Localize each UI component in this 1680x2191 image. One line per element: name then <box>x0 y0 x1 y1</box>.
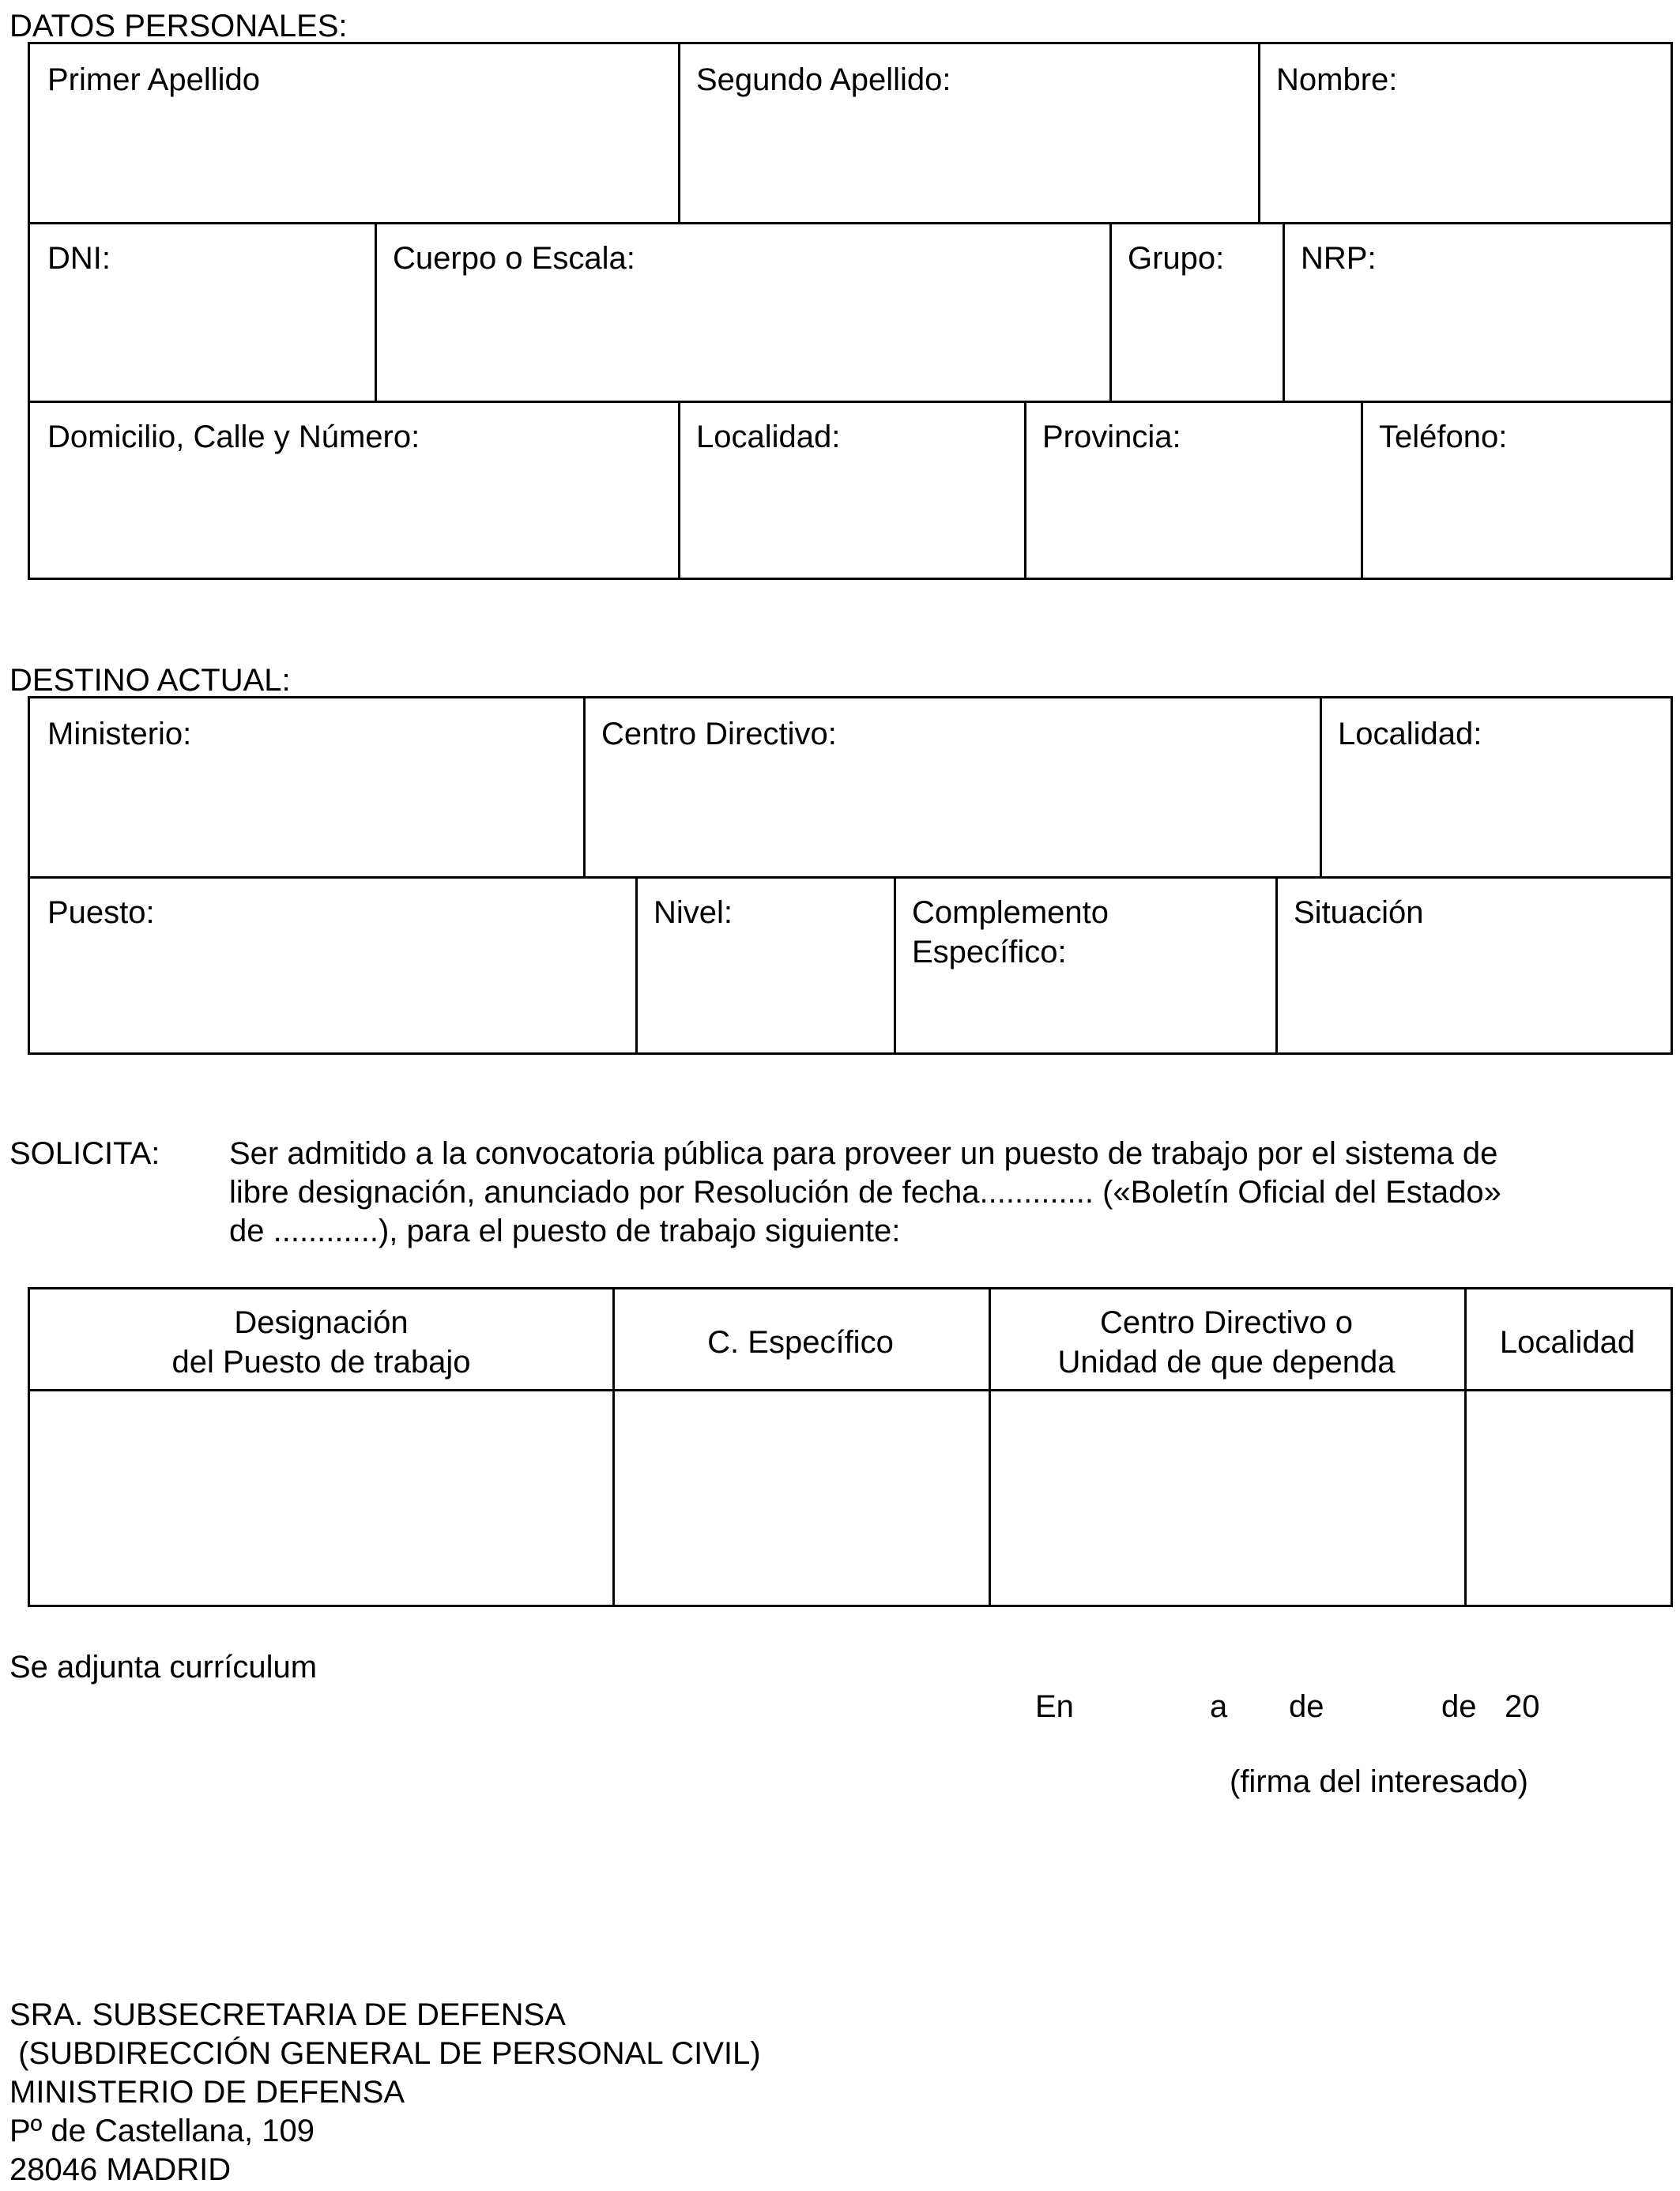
destinatario-line-1: SRA. SUBSECRETARIA DE DEFENSA <box>9 1997 566 2032</box>
complemento-line-1: Complemento <box>912 895 1109 930</box>
field-localidad-destino[interactable]: Localidad: <box>1338 717 1482 751</box>
col-divider <box>1258 44 1260 222</box>
destinatario-line-5: 28046 MADRID <box>9 2152 232 2187</box>
row-divider <box>30 401 1671 403</box>
destino-actual-heading: DESTINO ACTUAL: <box>9 663 291 698</box>
field-nivel[interactable]: Nivel: <box>654 895 733 930</box>
cell-c-especifico-input[interactable] <box>615 1391 989 1605</box>
solicita-line-2: libre designación, anunciado por Resolución de fecha............. («Boletín Oficial del Estado» <box>229 1175 1501 1210</box>
centro-line-2: Unidad de que dependa <box>1057 1345 1396 1380</box>
centro-line-1: Centro Directivo o <box>1099 1305 1354 1340</box>
puesto-table <box>28 1287 1673 1607</box>
col-divider <box>894 876 896 1052</box>
field-segundo-apellido[interactable]: Segundo Apellido: <box>696 62 951 97</box>
fecha-a: a <box>1210 1689 1228 1724</box>
field-complemento-especifico[interactable] <box>912 893 1109 972</box>
adjunta-curriculum: Se adjunta currículum <box>9 1650 318 1685</box>
field-ministerio[interactable]: Ministerio: <box>47 717 192 751</box>
field-nrp[interactable]: NRP: <box>1301 241 1377 276</box>
row-divider <box>30 876 1671 879</box>
col-divider <box>1275 876 1278 1052</box>
destino-actual-table <box>28 696 1673 1055</box>
solicita-line-3: de ............), para el puesto de trabajo siguiente: <box>229 1214 901 1248</box>
field-dni[interactable]: DNI: <box>47 241 111 276</box>
solicita-label: SOLICITA: <box>9 1136 160 1171</box>
field-telefono[interactable]: Teléfono: <box>1379 420 1508 454</box>
col-divider <box>635 876 638 1052</box>
field-puesto[interactable]: Puesto: <box>47 895 155 930</box>
cell-centro-directivo-input[interactable] <box>991 1391 1464 1605</box>
cell-designacion-input[interactable] <box>30 1391 612 1605</box>
datos-personales-table <box>28 42 1673 580</box>
destinatario-line-4: Pº de Castellana, 109 <box>9 2114 315 2148</box>
destinatario-line-2: (SUBDIRECCIÓN GENERAL DE PERSONAL CIVIL) <box>9 2036 761 2071</box>
firma-interesado: (firma del interesado) <box>1230 1764 1528 1799</box>
col-header-centro-directivo <box>989 1303 1464 1382</box>
col-header-designacion <box>30 1303 612 1382</box>
field-situacion[interactable]: Situación <box>1294 895 1424 930</box>
field-primer-apellido[interactable]: Primer Apellido <box>47 62 261 97</box>
col-divider <box>1109 222 1112 401</box>
field-domicilio[interactable]: Domicilio, Calle y Número: <box>47 420 420 454</box>
datos-personales-heading: DATOS PERSONALES: <box>9 9 348 43</box>
col-divider <box>1283 222 1285 401</box>
col-header-localidad: Localidad <box>1499 1325 1636 1360</box>
fecha-year: 20 <box>1505 1689 1540 1724</box>
col-divider <box>1320 698 1322 876</box>
col-divider <box>375 222 377 401</box>
designacion-line-1: Designación <box>234 1305 409 1340</box>
field-localidad[interactable]: Localidad: <box>696 420 841 454</box>
field-provincia[interactable]: Provincia: <box>1042 420 1181 454</box>
col-divider <box>678 44 680 222</box>
field-cuerpo-escala[interactable]: Cuerpo o Escala: <box>393 241 635 276</box>
fecha-de-1: de <box>1289 1689 1324 1724</box>
col-divider <box>583 698 586 876</box>
row-divider <box>30 222 1671 224</box>
col-header-c-especifico: C. Específico <box>707 1325 894 1360</box>
field-grupo[interactable]: Grupo: <box>1128 241 1225 276</box>
field-centro-directivo[interactable]: Centro Directivo: <box>601 717 837 751</box>
col-divider <box>1024 401 1026 580</box>
designacion-line-2: del Puesto de trabajo <box>171 1345 471 1380</box>
field-nombre[interactable]: Nombre: <box>1276 62 1398 97</box>
solicita-line-1: Ser admitido a la convocatoria pública para proveer un puesto de trabajo por el sistema de <box>229 1136 1498 1171</box>
complemento-line-2: Específico: <box>912 935 1067 969</box>
col-divider <box>1361 401 1363 580</box>
fecha-en: En <box>1035 1689 1074 1724</box>
destinatario-line-3: MINISTERIO DE DEFENSA <box>9 2075 405 2110</box>
cell-localidad-input[interactable] <box>1467 1391 1671 1605</box>
col-divider <box>678 401 680 580</box>
fecha-de-2: de <box>1441 1689 1477 1724</box>
